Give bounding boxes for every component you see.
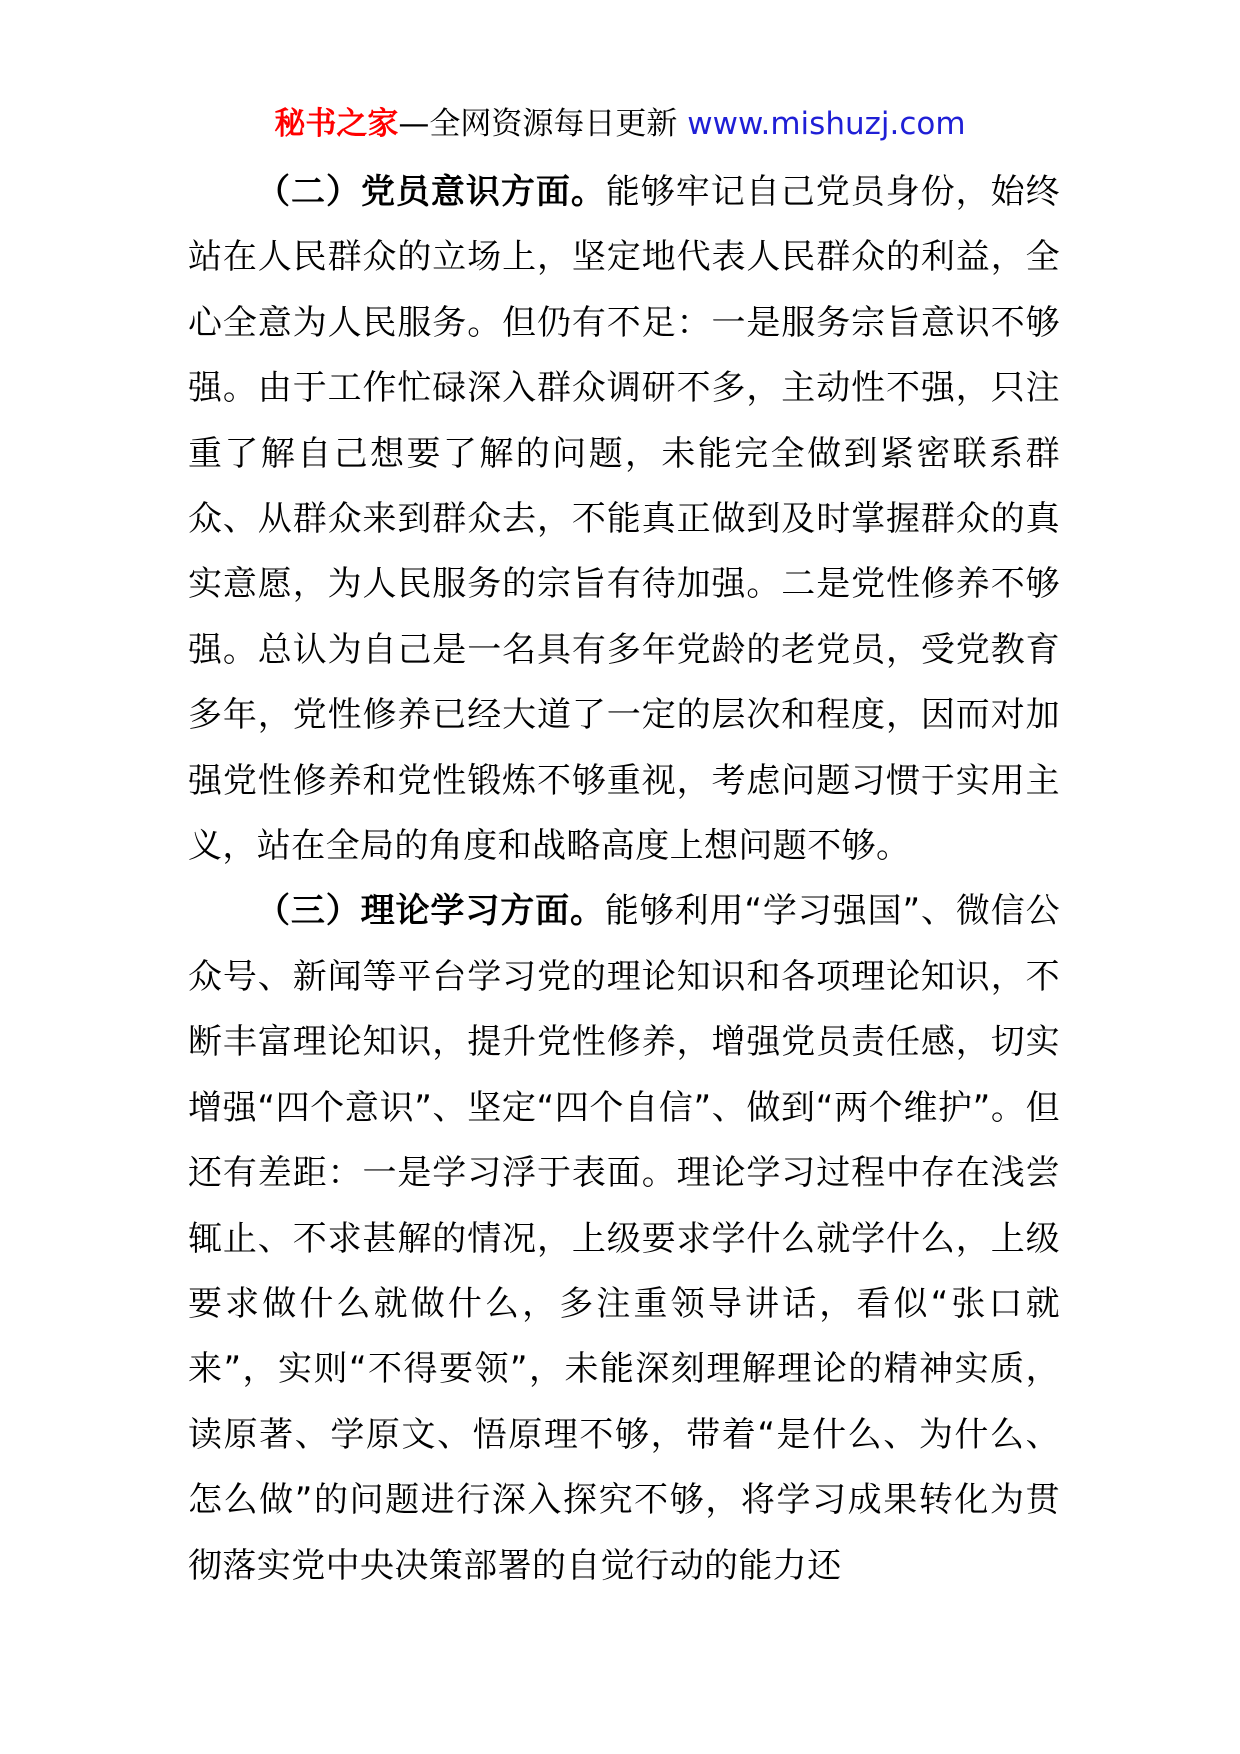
site-url-link[interactable]: www.mishuzj.com	[687, 106, 966, 142]
section-heading-theory-study: （三）理论学习方面。	[256, 891, 605, 932]
document-body	[188, 160, 1060, 1599]
paragraph-theory-study	[188, 879, 1060, 1598]
paragraph-party-awareness	[188, 160, 1060, 879]
site-header	[0, 100, 1240, 148]
paragraph-text-theory-study: 能够利用“学习强国”、微信公众号、新闻等平台学习党的理论知识和各项理论知识，不断丰富理论知识，提升党性修养，增强党员责任感，切实增强“四个意识”、坚定“四个自信”、做到“两个维护”。但还有差距：一是学习浮于表面。理论学习过程中存在浅尝辄止、不求甚解的情况，上级要求学什么就学什么，上级要求做什么就做什么，多注重领导讲话，看似“张口就来”，实则“不得要领”，未能深刻理解理论的精神实质，读原著、学原文、悟原理不够，带着“是什么、为什么、怎么做”的问题进行深入探究不够，将学习成果转化为贯彻落实党中央决策部署的自觉行动的能力还	[188, 891, 1061, 1586]
paragraph-text-party-awareness: 能够牢记自己党员身份，始终站在人民群众的立场上，坚定地代表人民群众的利益，全心全意为人民服务。但仍有不足：一是服务宗旨意识不够强。由于工作忙碌深入群众调研不多，主动性不强，只注重了解自己想要了解的问题，未能完全做到紧密联系群众、从群众来到群众去，不能真正做到及时掌握群众的真实意愿，为人民服务的宗旨有待加强。二是党性修养不够强。总认为自己是一名具有多年党龄的老党员，受党教育多年，党性修养已经大道了一定的层次和程度，因而对加强党性修养和党性锻炼不够重视，考虑问题习惯于实用主义，站在全局的角度和战略高度上想问题不够。	[188, 172, 1061, 867]
section-heading-party-awareness: （二）党员意识方面。	[256, 172, 606, 212]
header-tagline: —全网资源每日更新	[398, 106, 688, 142]
brand-name: 秘书之家	[274, 106, 399, 142]
